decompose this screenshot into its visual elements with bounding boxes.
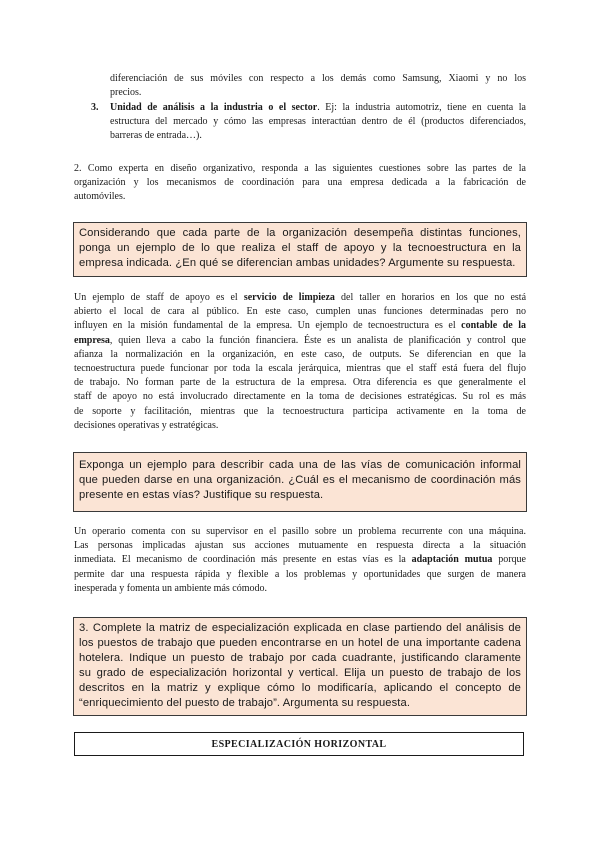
answer-2: [74, 525, 526, 596]
text-line: estructura del mercado y cómo las empresas interactúan dentro de él (productos diferenciados,: [110, 116, 526, 128]
text-line: permite dar una respuesta rápida y flexible a los problemas y oportunidades que surgen de manera: [74, 568, 526, 580]
text-line: [74, 334, 526, 348]
text-line: [110, 101, 526, 115]
text-line: Un operario comenta con su supervisor en el pasillo sobre un problema recurrente con una máquina.: [74, 526, 526, 537]
bold-term: adaptación mutua: [411, 554, 493, 566]
text-span: influyen en la misión fundamental de la empresa. Un ejemplo de tecnoestructura es el: [74, 320, 456, 332]
text-line: los puestos de trabajo que pueden encontrarse en un hotel de una importante cadena: [79, 637, 521, 649]
text-line: ponga un ejemplo de lo que realiza el staff de apoyo y la tecnoestructura en la: [79, 242, 521, 254]
text-span: . Ej: la industria automotriz, tiene en cuenta la: [317, 102, 526, 113]
list-item-2-continuation: [110, 72, 526, 100]
text-line: afianza la normalización en la organización, en este caso, de outputs. Se diferencian en que la: [74, 348, 526, 360]
bold-term: empresa: [74, 334, 110, 346]
text-span: inmediata. El mecanismo de coordinación más presente en estas vías es la: [74, 554, 412, 566]
text-span: porque: [492, 554, 526, 566]
text-line: descritos en la matriz y explique cómo lo modificaría, aplicando el concepto de: [79, 682, 521, 694]
text-line: inesperada y fomenta un ambiente más cómodo.: [74, 582, 267, 594]
text-line: [74, 553, 526, 567]
text-line: precios.: [110, 87, 142, 99]
question-box-2: [73, 452, 527, 512]
text-line: [74, 291, 526, 305]
text-span: del taller en horarios en los que no está: [334, 292, 527, 303]
text-line: Exponga un ejemplo para describir cada una de las vías de comunicación informal: [79, 459, 521, 471]
text-line: barreras de entrada…).: [110, 130, 202, 142]
bold-term: servicio de limpieza: [243, 292, 335, 303]
text-line: hotelera. Indique un puesto de trabajo por cada cuadrante, justificando claramente: [79, 652, 521, 664]
bold-term: contable de la: [461, 320, 527, 332]
text-line: empresa indicada. ¿En qué se diferencian ambas unidades? Argumente su respuesta.: [79, 257, 516, 269]
question-2: [74, 162, 526, 205]
text-line: decisiones operativas y estratégicas.: [74, 419, 219, 431]
text-line: abierto el local de cara al público. En este caso, cumplen unas funciones determinadas pero no: [74, 306, 526, 318]
list-item-3: [110, 101, 526, 144]
text-span: , quien lleva a cabo la función financiera. Éste es un analista de planificación y control que: [109, 334, 526, 346]
text-line: diferenciación de sus móviles con respecto a los demás como Samsung, Xiaomi y no los: [110, 73, 526, 84]
text-line: presente en estas vías? Justifique su respuesta.: [79, 489, 324, 501]
question-box-3: [73, 617, 527, 716]
text-line: 3. Complete la matriz de especialización explicada en clase partiendo del análisis de: [79, 622, 521, 634]
list-number: 3.: [91, 102, 99, 113]
text-line: de soporte y facilitación, mientras que la tecnoestructura participa activamente en la toma de: [74, 405, 526, 417]
text-line: “enriquecimiento del puesto de trabajo”. Argumenta su respuesta.: [79, 697, 411, 709]
text-line: staff de apoyo no está involucrado directamente en la toma de decisiones estratégicas. Su rol es más: [74, 391, 526, 403]
text-line: Considerando que cada parte de la organización desempeña distintas funciones,: [79, 227, 521, 239]
text-line: de trabajo. No forman parte de la estructura de la empresa. Otra diferencia es que generalmente el: [74, 377, 526, 389]
text-line: automóviles.: [74, 191, 126, 203]
bold-term: Unidad de análisis a la industria o el sector: [110, 102, 318, 113]
text-span: Un ejemplo de staff de apoyo es el: [74, 292, 244, 303]
text-line: tecnoestructura puede funcionar por toda la escala jerárquica, mientras que el staff está fuera del flujo: [74, 363, 526, 375]
text-line: 2. Como experta en diseño organizativo, responda a las siguientes cuestiones sobre las partes de la: [74, 163, 526, 174]
text-line: Las personas implicadas ajustan sus acciones mutuamente en respuesta directa a la situación: [74, 540, 526, 552]
specialization-table-header: [74, 732, 524, 756]
question-box-1: [73, 222, 527, 277]
table-header-label: ESPECIALIZACIÓN HORIZONTAL: [211, 738, 387, 750]
text-line: [74, 319, 526, 333]
text-line: organización y los mecanismos de coordinación para una empresa dedicada a la fabricación de: [74, 177, 526, 189]
answer-1: [74, 291, 526, 433]
text-line: su grado de especialización horizontal y vertical. Elija un puesto de trabajo de los: [79, 667, 521, 679]
text-line: que pueden darse en una organización. ¿Cuál es el mecanismo de coordinación más: [79, 474, 521, 486]
